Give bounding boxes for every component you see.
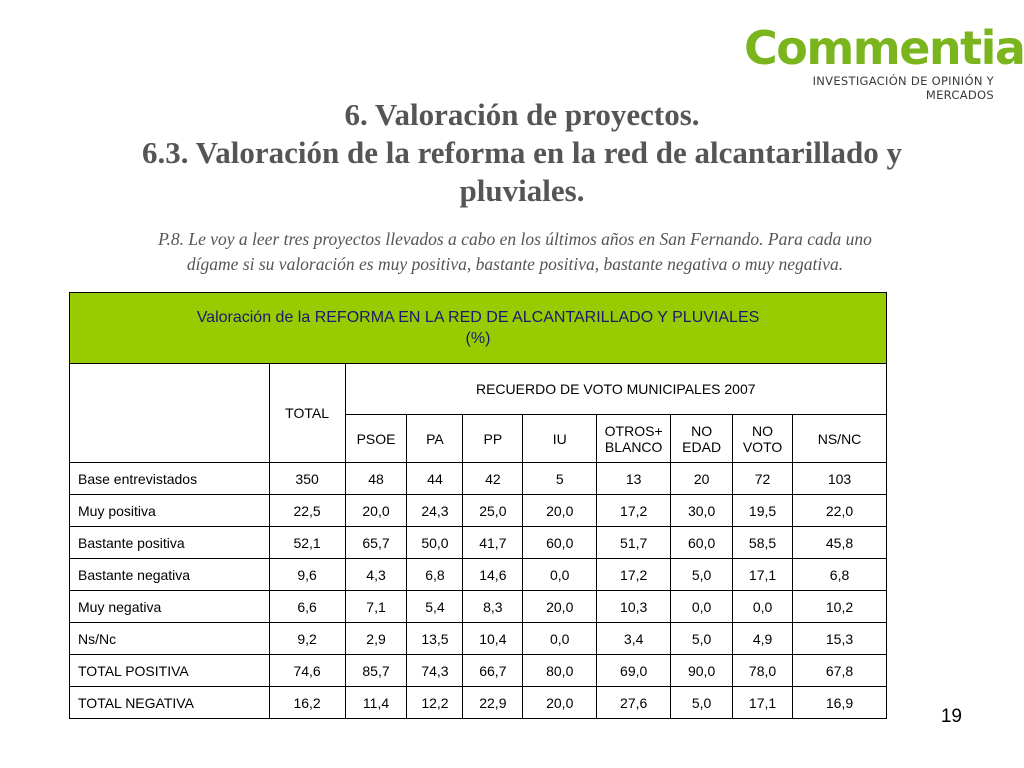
commentia-logo (744, 21, 1024, 102)
table-cell: 20,0 (523, 687, 597, 719)
table-cell: 67,8 (793, 655, 887, 687)
results-table (69, 292, 887, 719)
table-cell: 30,0 (671, 495, 733, 527)
party-column-header (671, 415, 733, 463)
table-cell: 90,0 (671, 655, 733, 687)
row-label: TOTAL NEGATIVA (70, 687, 270, 719)
logo-tagline: INVESTIGACIÓN DE OPINIÓN Y MERCADOS (812, 74, 994, 102)
party-header-line1: NO (691, 422, 713, 439)
party-header-line1: IU (552, 430, 567, 447)
table-cell: 6,8 (793, 559, 887, 591)
table-row (70, 623, 887, 655)
table-cell: 5,0 (671, 623, 733, 655)
table-cell: 22,5 (269, 495, 345, 527)
table-row (70, 559, 887, 591)
table-cell: 16,9 (793, 687, 887, 719)
table-row (70, 687, 887, 719)
table-row (70, 495, 887, 527)
table-cell: 17,1 (733, 559, 793, 591)
title-line-3: pluviales. (459, 173, 585, 208)
table-header (70, 293, 887, 364)
table-cell: 15,3 (793, 623, 887, 655)
table-cell: 0,0 (733, 591, 793, 623)
table-cell: 20 (671, 463, 733, 495)
table-cell: 13,5 (407, 623, 463, 655)
table-cell: 74,6 (269, 655, 345, 687)
table-cell: 51,7 (597, 527, 671, 559)
party-header-line1: OTROS+ (604, 422, 663, 439)
table-cell: 72 (733, 463, 793, 495)
table-header-row (70, 293, 887, 364)
table-cell: 0,0 (671, 591, 733, 623)
table-cell: 5 (523, 463, 597, 495)
table-cell: 4,9 (733, 623, 793, 655)
table-cell: 4,3 (345, 559, 407, 591)
table-cell: 66,7 (463, 655, 523, 687)
table-cell: 41,7 (463, 527, 523, 559)
table-cell: 60,0 (523, 527, 597, 559)
table-header-unit: (%) (465, 330, 491, 347)
table-cell: 20,0 (345, 495, 407, 527)
table-cell: 17,1 (733, 687, 793, 719)
party-column-header (733, 415, 793, 463)
row-label: Muy negativa (70, 591, 270, 623)
table-cell: 85,7 (345, 655, 407, 687)
table-cell: 0,0 (523, 623, 597, 655)
table-cell: 22,0 (793, 495, 887, 527)
question-line-1: P.8. Le voy a leer tres proyectos llevados a cabo en los últimos años en San Fernando. Para cada uno (158, 229, 872, 249)
party-header-line1: NO (752, 422, 774, 439)
table-cell: 6,8 (407, 559, 463, 591)
slide-title (60, 96, 984, 210)
table-cell: 0,0 (523, 559, 597, 591)
table-row (70, 527, 887, 559)
party-header-line1: PA (426, 430, 444, 447)
row-label: Ns/Nc (70, 623, 270, 655)
party-column-header (793, 415, 887, 463)
table-cell: 13 (597, 463, 671, 495)
vote-group-header: RECUERDO DE VOTO MUNICIPALES 2007 (345, 364, 886, 415)
row-label: TOTAL POSITIVA (70, 655, 270, 687)
table-cell: 8,3 (463, 591, 523, 623)
table-cell: 3,4 (597, 623, 671, 655)
table-cell: 10,2 (793, 591, 887, 623)
table-cell: 45,8 (793, 527, 887, 559)
table-cell: 20,0 (523, 591, 597, 623)
table-cell: 5,0 (671, 687, 733, 719)
table-cell: 2,9 (345, 623, 407, 655)
table-cell: 80,0 (523, 655, 597, 687)
table-cell: 48 (345, 463, 407, 495)
table-cell: 19,5 (733, 495, 793, 527)
row-label: Muy positiva (70, 495, 270, 527)
party-column-header (407, 415, 463, 463)
party-column-header (523, 415, 597, 463)
table-cell: 25,0 (463, 495, 523, 527)
table-cell: 10,4 (463, 623, 523, 655)
page-number: 19 (940, 706, 962, 727)
table-header-prefix: Valoración de la (196, 309, 315, 326)
party-header-line2: BLANCO (604, 438, 663, 455)
table-cell: 9,2 (269, 623, 345, 655)
table-cell: 44 (407, 463, 463, 495)
party-header-line1: NS/NC (817, 430, 862, 447)
table-header-subject: REFORMA EN LA RED DE ALCANTARILLADO Y PLUVIALES (314, 309, 760, 326)
table-row (70, 591, 887, 623)
table-cell: 20,0 (523, 495, 597, 527)
base-row (70, 463, 887, 495)
row-label: Bastante negativa (70, 559, 270, 591)
table-cell: 42 (463, 463, 523, 495)
party-header-line2: VOTO (742, 438, 783, 455)
table-cell: 22,9 (463, 687, 523, 719)
title-line-1: 6. Valoración de proyectos. (344, 97, 700, 132)
table-row (70, 655, 887, 687)
question-line-2: dígame si su valoración es muy positiva, bastante positiva, bastante negativa o muy negativa. (186, 254, 844, 274)
table-cell: 16,2 (269, 687, 345, 719)
table-cell: 11,4 (345, 687, 407, 719)
party-column-header (345, 415, 407, 463)
total-column-header: TOTAL (269, 364, 345, 463)
table-cell: 24,3 (407, 495, 463, 527)
table-cell: 9,6 (269, 559, 345, 591)
table-cell: 65,7 (345, 527, 407, 559)
party-header-line1: PSOE (356, 430, 396, 447)
group-header-row (70, 364, 887, 415)
table-cell: 103 (793, 463, 887, 495)
table-cell: 5,0 (671, 559, 733, 591)
table-cell: 27,6 (597, 687, 671, 719)
table-cell: 10,3 (597, 591, 671, 623)
table-cell: 60,0 (671, 527, 733, 559)
empty-corner-cell (70, 364, 270, 463)
table-cell: 78,0 (733, 655, 793, 687)
table-cell: 6,6 (269, 591, 345, 623)
table-cell: 58,5 (733, 527, 793, 559)
title-line-2: 6.3. Valoración de la reforma en la red de alcantarillado y (141, 135, 903, 170)
table-cell: 14,6 (463, 559, 523, 591)
table-cell: 12,2 (407, 687, 463, 719)
question-text (90, 227, 940, 277)
party-header-line1: PP (483, 430, 503, 447)
table-cell: 50,0 (407, 527, 463, 559)
table-cell: 17,2 (597, 495, 671, 527)
table-cell: 69,0 (597, 655, 671, 687)
table-cell: 52,1 (269, 527, 345, 559)
table-cell: 350 (269, 463, 345, 495)
row-label: Base entrevistados (70, 463, 270, 495)
table-cell: 74,3 (407, 655, 463, 687)
table-cell: 5,4 (407, 591, 463, 623)
row-label: Bastante positiva (70, 527, 270, 559)
table-cell: 17,2 (597, 559, 671, 591)
party-header-line2: EDAD (682, 438, 722, 455)
party-column-header (597, 415, 671, 463)
table-cell: 7,1 (345, 591, 407, 623)
logo-wordmark: Commentia (744, 21, 1024, 75)
party-column-header (463, 415, 523, 463)
